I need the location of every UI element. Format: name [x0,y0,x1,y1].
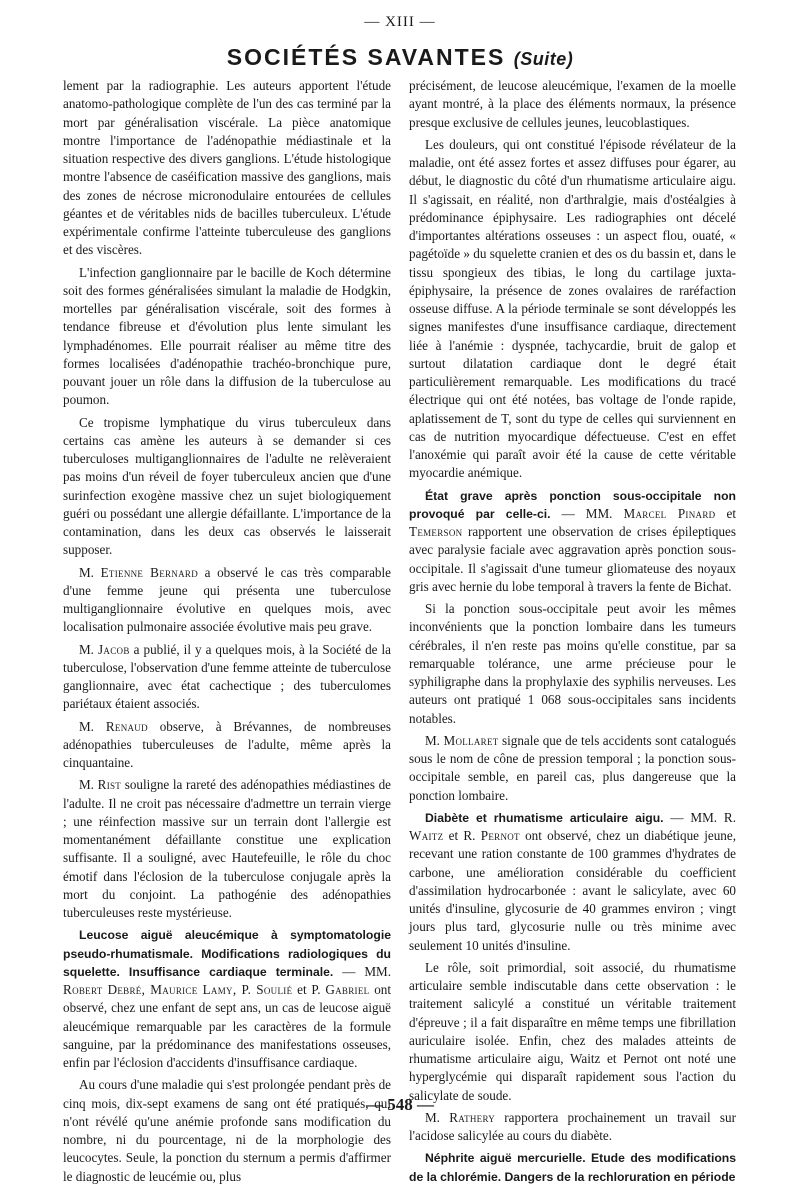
paragraph: Si la ponction sous-occipitale peut avoir les mêmes inconvénients que la ponction lombaire dans les tumeurs cérébrales, il n'en reste pas moins qu'elle constitue, par sa remarquable tolérance, une arme précieuse pour le syphiligraphe dans la prophylaxie des syphilis nerveuses. Les auteurs ont pratiqué 1 068 sous-occipitales sans incidents notables. [409,601,736,726]
paragraph [409,487,736,597]
paragraph: Au cours d'une maladie qui s'est prolongée pendant près de cinq mois, dix-sept examens de sang ont été pratiqués, qui n'ont révélé qu'une anémie profonde sans modification du nombre, ni du pourcentage, ni de la morphologie des leucocytes. Seule, la ponction du sternum a permis d'affirmer le diagnostic de leucémie ou, plus [63,1077,391,1184]
paragraph-text: observe, à Brévannes, de nombreuses adénopathies tuberculeuses de l'adulte, même après la cinquantaine. [63,718,391,770]
paragraph-text: souligne la rareté des adénopathies médiastines de l'adulte. Il ne croit pas nécessaire d'admettre un terrain vierge ; une réinfection massive sur un terrain dont l'allergie est momentanément défaillante constitue une explication suffisante. Il a souligné, avec Hautefeuille, le rôle du choc émotif dans l'éclosion de la tuberculose conjugale après la mort du conjoint. La pathogénie des adénopathies tuberculeuses reste mystérieuse. [63,777,391,920]
speaker-prefix: M. [425,1109,440,1125]
paragraph-text: a observé le cas très comparable d'une femme jeune qui présenta une tuberculose multiganglionnaire évolutive en quelques mois, avec localisation pulmonaire associée évolutive mais peu grave. [63,564,391,635]
paragraph: précisément, de leucose aleucémique, l'examen de la moelle ayant montré, à la place des éléments normaux, la présence presque exclusive de cellules jeunes, leucoblastiques. [409,78,736,130]
section-heading: État grave après ponction sous-occipitale non provoqué par celle-ci. [409,488,736,521]
paragraph [409,732,736,805]
author-name: Temerson [409,524,463,539]
paragraph: lement par la radiographie. Les auteurs apportent l'étude anatomo-pathologique complète de l'un des cas terminé par la mort par généralisation viscérale. La pièce anatomique montre l'importance de l'adénopathie médiastinale et la situation respective des divers ganglions. L'étude histologique montre l'absence de caséification massive des ganglions, mais des zones de nécrose micronodulaire entourées de cellules géantes et de véritables nids de bacilles tuberculeux. L'étude expérimentale confirme l'atteinte tuberculeuse des ganglions et des viscères. [63,78,391,258]
speaker-name: Mollaret [443,732,499,748]
page-title [0,44,800,71]
author-name: Waitz [409,828,444,843]
paragraph-text: ont observé, chez un diabétique jeune, recevant une ration constante de 100 grammes d'hydrates de carbone, une amélioration considérable du coefficient d'assimilation hydrocarbonée : avant le salicylate, avec 60 unités d'insuline, glycosurie de 40 grammes environ ; vingt jours plus tard, glycosurie nulle ou très minime avec seulement 10 unités d'insuline. [409,828,736,953]
dash-mm: — MM. R. [663,809,736,825]
section-heading: Néphrite aiguë mercurielle. Etude des modifications de la chlorémie. Dangers de la rechloruration en période [409,1151,736,1184]
left-column [63,77,391,1186]
author-name: Marcel Pinard [623,505,716,521]
section-title-suffix: (Suite) [513,49,574,69]
paragraph [63,926,391,1072]
paragraph [63,718,391,773]
paragraph-text: rapportent une observation de crises épileptiques avec paralysie faciale avec aggravation après ponction sous-occipitale. Il s'agissait d'une tumeur gliomateuse des noyaux gris avec hernie du lobe temporal à travers la fente de Bichat. [409,524,736,594]
section-heading: Diabète et rhumatisme articulaire aigu. [425,810,664,825]
page-roman-numeral: — XIII — [364,14,436,30]
paragraph [409,1149,736,1186]
section-title: SOCIÉTÉS SAVANTES [226,44,506,70]
paragraph [409,809,736,955]
dash-mm: — MM. [550,505,613,521]
paragraph: Ce tropisme lymphatique du virus tuberculeux dans certains cas amène les auteurs à se demander si ces tuberculoses multiganglionnaires de l'adulte ne relèveraient pas moins d'un réveil de foyer tuberculeux ancien que d'une surinfection exogène massive chez un sujet biologiquement guéri ou possédant une allergie défaillante. L'importance de la contamination, dans les deux cas observés le laisserait supposer. [63,414,391,558]
author-names: Robert Debré, Maurice Lamy, P. Soulié [63,982,293,997]
paragraph [63,564,391,637]
paragraph-text: rapportera prochainement un travail sur l'acidose salicylée au cours du diabète. [409,1109,736,1143]
speaker-name: Jacob [98,641,130,657]
paragraph: Le rôle, soit primordial, soit associé, du rhumatisme articulaire semble indiscutable dans cette observation : le traitement salicylé a constitué un véritable traitement d'épreuve ; il a fait disparaître en même temps une fibrillation auriculaire isolée. Enfin, chez des malades atteints de rhumatisme articulaire aigu, Waitz et Pernot ont noté une hyperglycémie qui disparaît rapidement sous l'action du salicylate de soude. [409,959,736,1103]
paragraph: L'infection ganglionnaire par le bacille de Koch détermine soit des formes généralisées simulant la maladie de Hodgkin, mortelles par généralisation viscérale, soit des formes à tendance fibreuse et d'évolution plus lente simulant les lymphadénomes. Elle pourrait réaliser au même titre des formes localisées d'adénopathie trachéo-bronchique pure, pouvant jouer un rôle dans la diffusion de la tuberculose au poumon. [63,264,391,408]
right-column [409,77,736,1186]
conjunction: et [726,505,736,521]
speaker-prefix: M. [79,641,94,657]
paragraph [63,641,391,714]
speaker-name: Rist [97,777,122,793]
conjunction: et R. [448,828,476,843]
page-number: — 548 — [366,1095,434,1114]
paragraph: Les douleurs, qui ont constitué l'épisode révélateur de la maladie, ont été assez fortes et assez diffuses pour égarer, au début, le diagnostic du côté d'un rhumatisme articulaire aigu. Il s'agissait, en réalité, non d'arthralgie, mais d'ostéalgies à prédominance épiphysaire. Les radiographies ont décelé d'importantes altérations osseuses : un aspect flou, ouaté, « pagétoïde » du squelette cranien et des os du bassin et, dans le tissu spongieux des tibias, le long du cartilage juxta-épiphysaire, la présence de zones ovalaires de raréfaction osseuse diffuse. A la période terminale se sont développés les signes manifestes d'une insuffisance cardiaque, directement liée à l'anémie : dyspnée, tachycardie, bruit de galop et surtout dilatation cardiaque dont le degré était particulièrement remarquable. Les modifications du tracé électrique qui ont été notées, bas voltage de l'onde rapide, aplatissement de T, sont du type de celles qui surviennent en cas de nutrition myocardique défectueuse. C'est en effet l'anoxémie qui paraît avoir été la cause de cette véritable myocardie anémique. [409,136,736,481]
paragraph-text: ont observé, chez une enfant de sept ans, un cas de leucose aiguë aleucémique remarquable par les caractères de la formule sanguine, par la prédominance des manifestations osseuses, enfin par l'éclosion d'accidents d'insuffisance cardiaque. [63,982,391,1070]
dash-mm: — MM. [333,963,391,979]
speaker-prefix: M. [425,732,440,748]
speaker-name: Renaud [105,718,148,734]
author-name: Gabriel [325,982,370,997]
speaker-prefix: M. [79,564,94,580]
author-name: Pernot [480,828,520,843]
paragraph-text: signale que de tels accidents sont catalogués sous le nom de cône de pression temporal ; la ponction sous-occipitale semble, en pareil cas, plus dangereuse que la ponction lombaire. [409,732,736,803]
speaker-prefix: M. [79,777,94,793]
speaker-name: Rathery [449,1109,496,1125]
paragraph-text: a publié, il y a quelques mois, à la Société de la tuberculose, l'observation d'une femme atteinte de tuberculose ganglionnaire, avec état cachectique ; des tuberculomes pariétaux étaient associés. [63,641,391,712]
paragraph [63,776,391,922]
speaker-prefix: M. [79,718,94,734]
speaker-name: Etienne Bernard [100,564,199,580]
conjunction: et P. [297,982,321,997]
section-heading: Leucose aiguë aleucémique à symptomatologie pseudo-rhumatismale. Modifications radiologiques du squelette. Insuffisance cardiaque terminale. [63,928,391,979]
